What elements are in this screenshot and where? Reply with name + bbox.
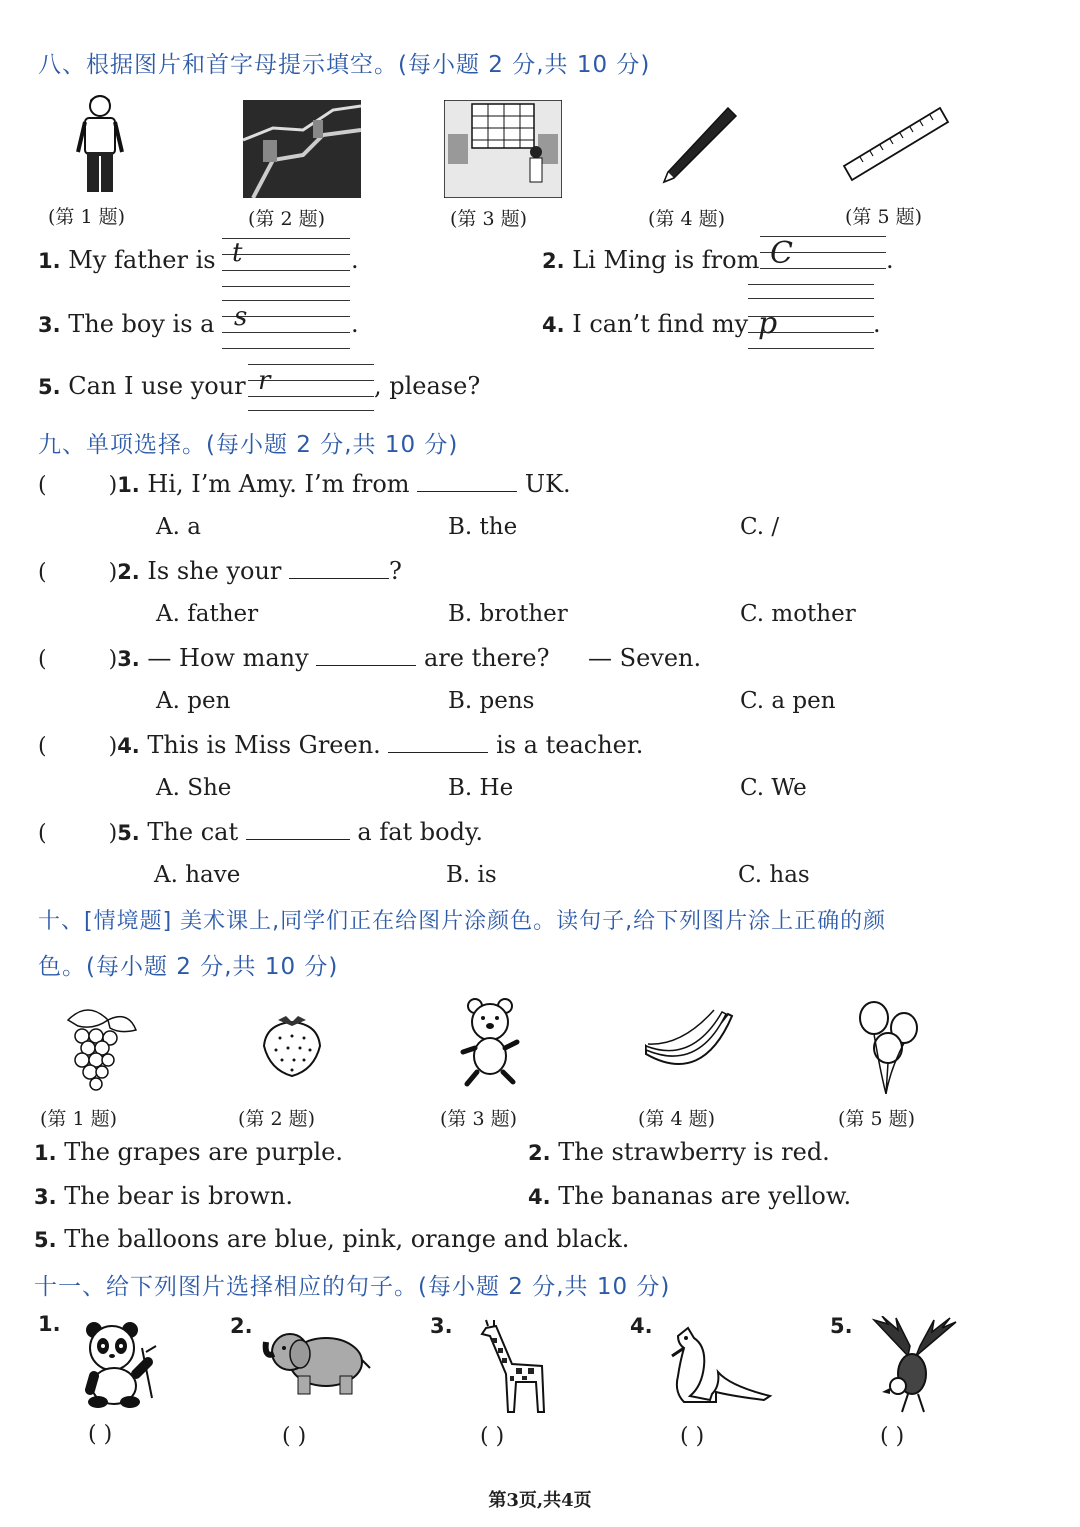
s11-num-3: 3.: [430, 1314, 453, 1338]
q4-option-b: B. He: [448, 775, 514, 801]
q1-option-a: A. a: [156, 514, 201, 540]
s10-sentence-4: 4. The bananas are yellow.: [528, 1182, 852, 1210]
elephant-icon: [262, 1328, 374, 1398]
kangaroo-icon: [660, 1322, 774, 1406]
s8-item-3: 3. The boy is a: [38, 310, 215, 338]
s11-answer-5[interactable]: ( ): [880, 1424, 905, 1449]
q2-option-a: A. father: [156, 601, 259, 627]
giraffe-icon: [472, 1318, 556, 1414]
caption-5: (第 5 题): [845, 206, 922, 228]
s11-num-5: 5.: [830, 1314, 853, 1338]
man-icon: [70, 92, 130, 197]
s10-caption-4: (第 4 题): [638, 1108, 715, 1130]
q1-option-c: C. /: [740, 514, 780, 540]
q3-tail: — Seven.: [588, 644, 702, 672]
bear-icon: [455, 996, 525, 1090]
s8-item-4: 4. I can’t find my: [542, 310, 749, 338]
s8-letter-2: C: [770, 236, 793, 271]
s10-caption-5: (第 5 题): [838, 1108, 915, 1130]
s11-num-2: 2.: [230, 1314, 253, 1338]
s8-end-2: .: [886, 246, 894, 274]
s11-answer-3[interactable]: ( ): [480, 1424, 505, 1449]
s11-num-4: 4.: [630, 1314, 653, 1338]
s8-end-1: .: [351, 246, 359, 274]
pencil-icon: [660, 104, 740, 184]
q3-option-b: B. pens: [448, 688, 535, 714]
great-wall-icon: [243, 100, 361, 198]
s8-letter-5: r: [258, 366, 271, 396]
q2-stem: ( )2. Is she your ?: [38, 557, 402, 585]
caption-4: (第 4 题): [648, 208, 725, 230]
s10-caption-1: (第 1 题): [40, 1108, 117, 1130]
q3-option-c: C. a pen: [740, 688, 836, 714]
section-11-title: 十一、给下列图片选择相应的句子。(每小题 2 分,共 10 分): [34, 1274, 671, 1300]
q5-stem: ( )5. The cat a fat body.: [38, 818, 483, 846]
q5-option-a: A. have: [154, 862, 241, 888]
section-10-title-line1: 十、[情境题] 美术课上,同学们正在给图片涂颜色。读句子,给下列图片涂上正确的颜: [38, 909, 887, 934]
s8-end-4: .: [873, 310, 881, 338]
q4-option-c: C. We: [740, 775, 807, 801]
s10-sentence-2: 2. The strawberry is red.: [528, 1138, 830, 1166]
s10-caption-3: (第 3 题): [440, 1108, 517, 1130]
s11-answer-2[interactable]: ( ): [282, 1424, 307, 1449]
q3-option-a: A. pen: [156, 688, 231, 714]
s8-end-3: .: [351, 310, 359, 338]
q1-stem: ( )1. Hi, I’m Amy. I’m from UK.: [38, 470, 571, 498]
q4-option-a: A. She: [156, 775, 232, 801]
section-8-title: 八、根据图片和首字母提示填空。(每小题 2 分,共 10 分): [38, 52, 651, 78]
page-footer: 第3页,共4页: [488, 1490, 592, 1511]
s8-end-5: , please?: [374, 372, 481, 400]
s8-item-5: 5. Can I use your: [38, 372, 246, 400]
s8-item-1: 1. My father is: [38, 246, 216, 274]
bananas-icon: [642, 1006, 736, 1084]
q5-option-c: C. has: [738, 862, 810, 888]
s8-letter-3: s: [234, 302, 248, 332]
caption-3: (第 3 题): [450, 208, 527, 230]
balloons-icon: [852, 1000, 924, 1098]
s10-sentence-1: 1. The grapes are purple.: [34, 1138, 343, 1166]
q5-option-b: B. is: [446, 862, 497, 888]
s10-sentence-3: 3. The bear is brown.: [34, 1182, 294, 1210]
s11-num-1: 1.: [38, 1312, 61, 1336]
s10-caption-2: (第 2 题): [238, 1108, 315, 1130]
caption-2: (第 2 题): [248, 208, 325, 230]
q3-stem: ( )3. — How many are there?: [38, 644, 550, 672]
q1-option-b: B. the: [448, 514, 518, 540]
q4-stem: ( )4. This is Miss Green. is a teacher.: [38, 731, 644, 759]
section-10-title-line2: 色。(每小题 2 分,共 10 分): [38, 954, 339, 980]
ruler-icon: [840, 104, 952, 182]
grapes-icon: [48, 1000, 140, 1092]
panda-icon: [80, 1318, 160, 1408]
s11-answer-1[interactable]: ( ): [88, 1422, 113, 1447]
strawberry-icon: [258, 1012, 326, 1078]
q2-option-b: B. brother: [448, 601, 568, 627]
s10-sentence-5: 5. The balloons are blue, pink, orange and black.: [34, 1225, 630, 1253]
school-icon: [444, 100, 562, 198]
s8-item-2: 2. Li Ming is from: [542, 246, 760, 274]
eagle-icon: [868, 1316, 960, 1414]
section-9-title: 九、单项选择。(每小题 2 分,共 10 分): [38, 432, 459, 458]
s11-answer-4[interactable]: ( ): [680, 1424, 705, 1449]
s8-letter-4: p: [758, 306, 778, 341]
q2-option-c: C. mother: [740, 601, 856, 627]
s8-letter-1: t: [232, 238, 243, 268]
caption-1: (第 1 题): [48, 206, 125, 228]
